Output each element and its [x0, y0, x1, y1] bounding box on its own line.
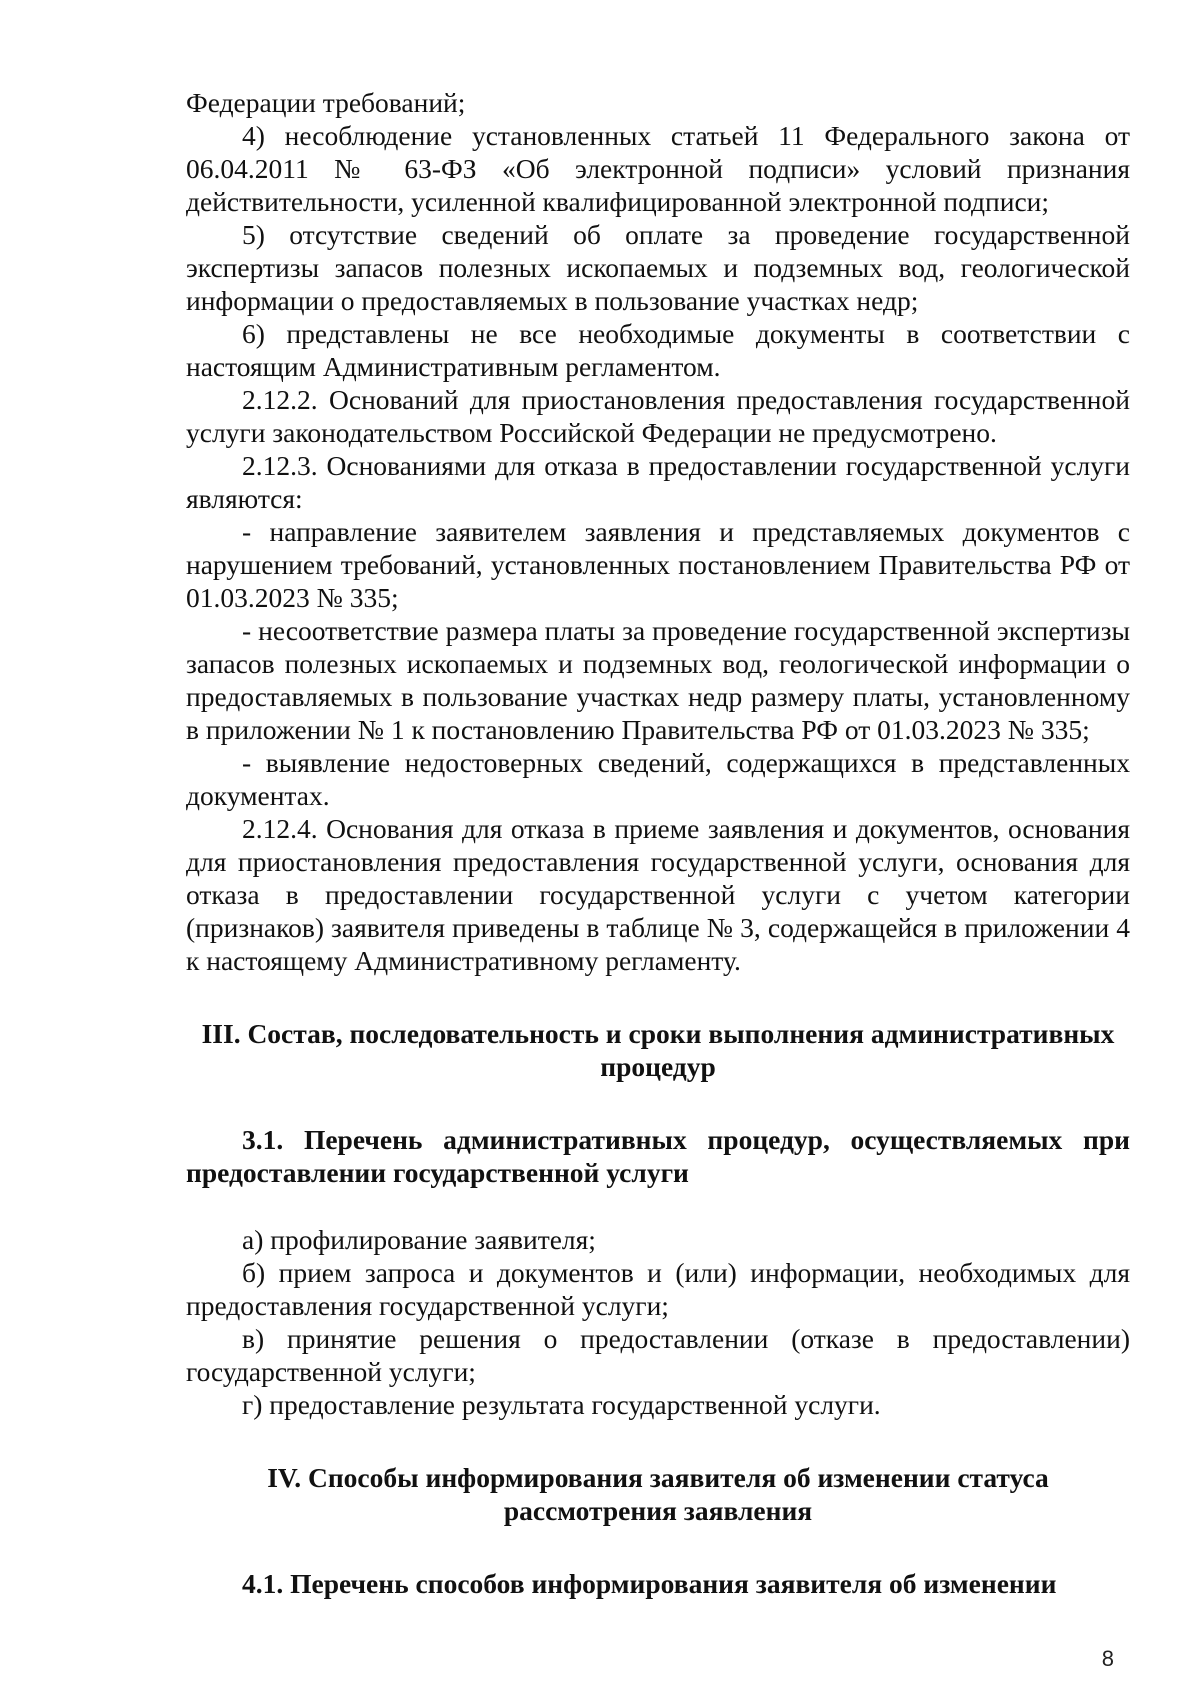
paragraph: 5) отсутствие сведений об оплате за проведение государственной экспертизы запасов полезных ископаемых и подземных вод, геологической информации о предоставляемых в пользование участках недр; — [186, 219, 1130, 316]
list-item: б) прием запроса и документов и (или) информации, необходимых для предоставления государственной услуги; — [186, 1257, 1130, 1321]
list-item: г) предоставление результата государственной услуги. — [242, 1389, 881, 1420]
paragraph: Федерации требований; — [186, 87, 466, 118]
section-4-heading: IV. Способы информирования заявителя об изменении статуса рассмотрения заявления — [267, 1462, 1049, 1526]
list-item: в) принятие решения о предоставлении (отказе в предоставлении) государственной услуги; — [186, 1323, 1130, 1387]
paragraph: 6) представлены не все необходимые документы в соответствии с настоящим Административным регламентом. — [186, 318, 1130, 382]
spacer — [186, 1527, 1130, 1567]
page-number: 8 — [1101, 1646, 1114, 1671]
spacer — [186, 1421, 1130, 1461]
paragraph: 2.12.4. Основания для отказа в приеме заявления и документов, основания для приостановления предоставления государственной услуги, основания для отказа в предоставлении государственной услуги с учетом категории (признаков) заявителя приведены в таблице № 3, содержащейся в приложении 4 к настоящему Административному регламенту. — [186, 813, 1130, 976]
paragraph: - несоответствие размера платы за проведение государственной экспертизы запасов полезных ископаемых и подземных вод, геологической информации о предоставляемых в пользование участках недр размеру платы, установленному в приложении № 1 к постановлению Правительства РФ от 01.03.2023 № 335; — [186, 615, 1130, 745]
spacer — [186, 1189, 1130, 1223]
paragraph: 4) несоблюдение установленных статьей 11 Федерального закона от 06.04.2011 № 63-ФЗ «Об электронной подписи» условий признания действительности, усиленной квалифицированной электронной подписи; — [186, 120, 1130, 217]
section-3-1-heading: 3.1. Перечень административных процедур, осуществляемых при предоставлении государственной услуги — [186, 1124, 1130, 1188]
paragraph: 2.12.2. Оснований для приостановления предоставления государственной услуги законодательством Российской Федерации не предусмотрено. — [186, 384, 1130, 448]
list-item: а) профилирование заявителя; — [242, 1224, 596, 1255]
spacer — [186, 1083, 1130, 1123]
section-4-1-heading: 4.1. Перечень способов информирования заявителя об изменении — [242, 1568, 1057, 1599]
page-body — [186, 86, 1130, 1600]
paragraph: 2.12.3. Основаниями для отказа в предоставлении государственной услуги являются: — [186, 450, 1130, 514]
paragraph: - выявление недостоверных сведений, содержащихся в представленных документах. — [186, 747, 1130, 811]
paragraph: - направление заявителем заявления и представляемых документов с нарушением требований, установленных постановлением Правительства РФ от 01.03.2023 № 335; — [186, 516, 1130, 613]
section-3-heading: III. Состав, последовательность и сроки выполнения административных процедур — [201, 1018, 1115, 1082]
spacer — [186, 977, 1130, 1017]
